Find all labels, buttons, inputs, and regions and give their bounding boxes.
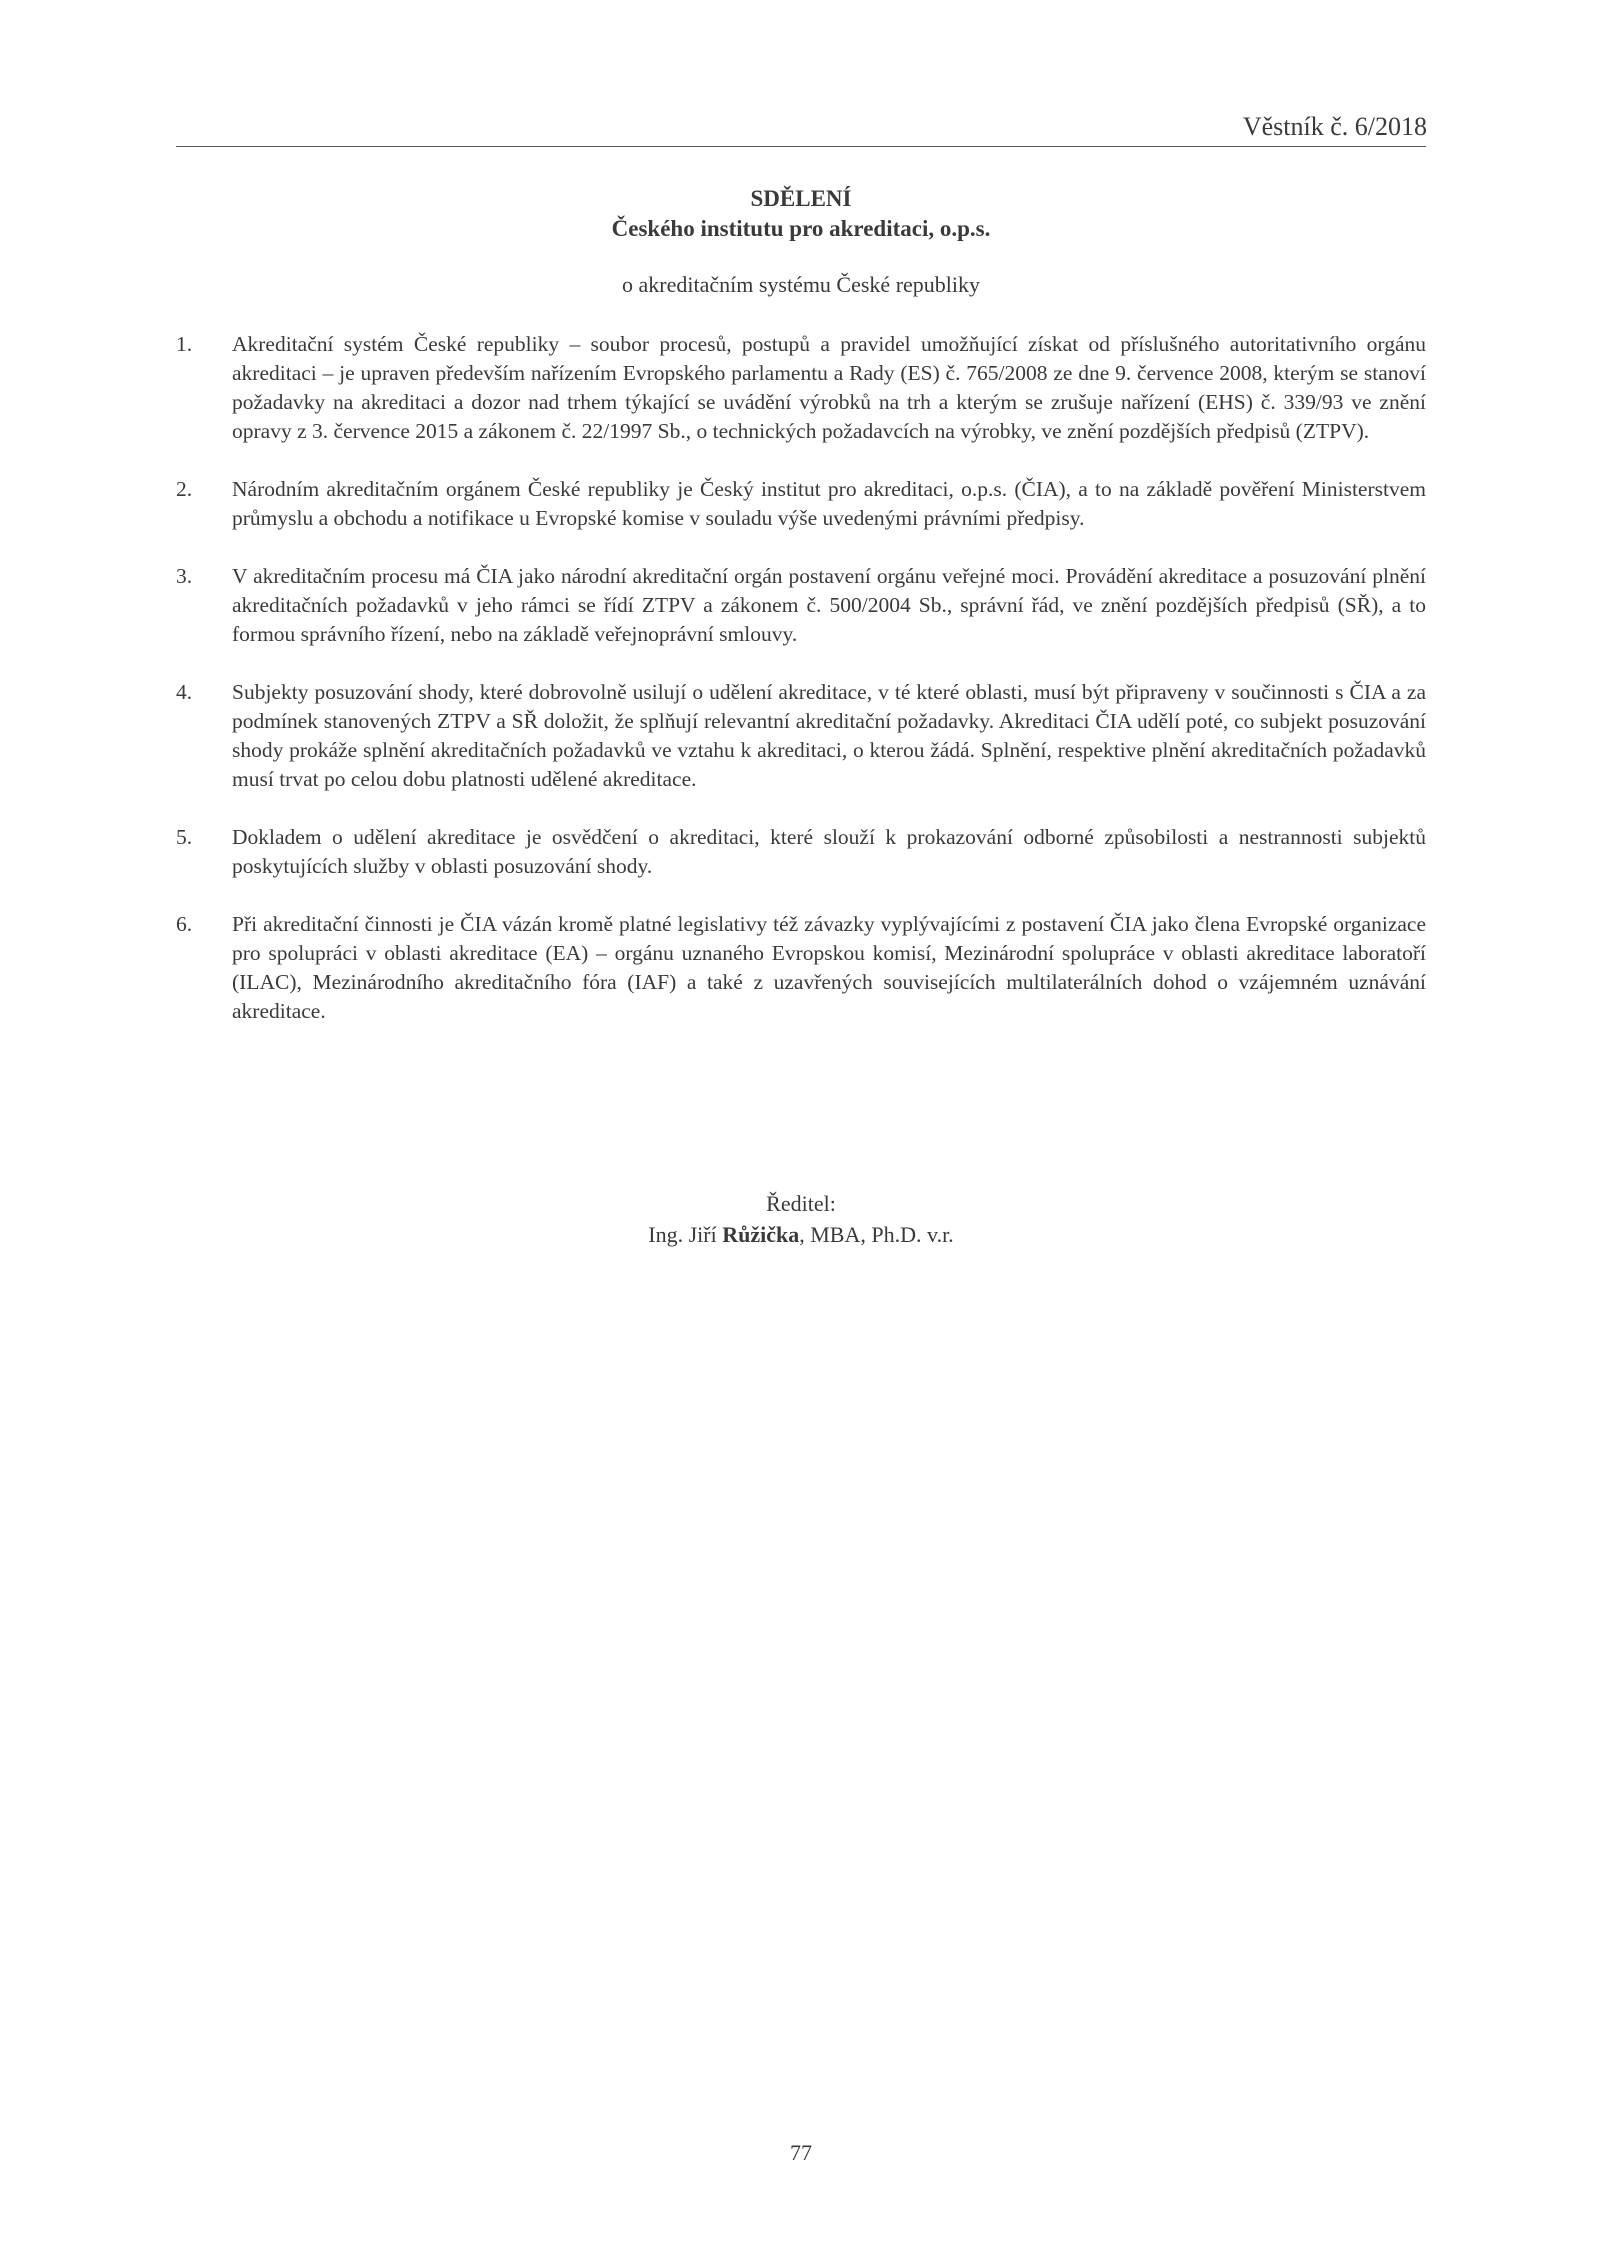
item-text: Subjekty posuzování shody, které dobrovolně usilují o udělení akreditace, v té které oblasti, musí být připraveny v součinnosti s ČIA a za podmínek stanovených ZTPV a SŘ doložit, že splňují relevantní akreditační požadavky. Akreditaci ČIA udělí poté, co subjekt posuzování shody prokáže splnění akreditačních požadavků ve vztahu k akreditaci, o kterou žádá. Splnění, respektive plnění akreditačních požadavků musí trvat po celou dobu platnosti udělené akreditace. <box>232 680 1426 791</box>
list-item <box>176 562 1426 649</box>
item-text: Národním akreditačním orgánem České republiky je Český institut pro akreditaci, o.p.s. (ČIA), a to na základě pověření Ministerstvem průmyslu a obchodu a notifikace u Evropské komise v souladu výše uvedenými právními předpisy. <box>232 477 1426 530</box>
item-number: 1. <box>176 332 193 356</box>
item-number: 5. <box>176 825 193 849</box>
signature-name-suffix: , MBA, Ph.D. v.r. <box>799 1222 954 1247</box>
notice-title: SDĚLENÍ <box>750 186 852 211</box>
notice-subtitle: Českého institutu pro akreditaci, o.p.s. <box>611 216 991 241</box>
signature-block <box>176 1188 1426 1250</box>
item-text: Při akreditační činnosti je ČIA vázán kromě platné legislativy též závazky vyplývajícími z postavení ČIA jako člena Evropské organizace pro spolupráci v oblasti akreditace (EA) – orgánu uznaného Evropskou komisí, Mezinárodní spolupráce v oblasti akreditace laboratoří (ILAC), Mezinárodního akreditačního fóra (IAF) a také z uzavřených souvisejících multilaterálních dohod o vzájemném uznávání akreditace. <box>232 912 1426 1023</box>
numbered-list <box>176 330 1426 1026</box>
item-number: 4. <box>176 680 193 704</box>
signature-role: Ředitel: <box>766 1191 836 1216</box>
list-item <box>176 330 1426 446</box>
page-number: 77 <box>790 2140 812 2165</box>
list-item <box>176 678 1426 794</box>
signature-name <box>176 1219 1426 1250</box>
item-text: V akreditačním procesu má ČIA jako národní akreditační orgán postavení orgánu veřejné moci. Provádění akreditace a posuzování plnění akreditačních požadavků v jeho rámci se řídí ZTPV a zákonem č. 500/2004 Sb., správní řád, ve znění pozdějších předpisů (SŘ), a to formou správního řízení, nebo na základě veřejnoprávní smlouvy. <box>232 564 1426 646</box>
notice-title-block <box>176 184 1426 244</box>
list-item <box>176 475 1426 533</box>
item-number: 3. <box>176 564 193 588</box>
list-item <box>176 823 1426 881</box>
item-text: Dokladem o udělení akreditace je osvědčení o akreditaci, které slouží k prokazování odborné způsobilosti a nestrannosti subjektů poskytujících služby v oblasti posuzování shody. <box>232 825 1426 878</box>
item-text: Akreditační systém České republiky – soubor procesů, postupů a pravidel umožňující získat od příslušného autoritativního orgánu akreditaci – je upraven především nařízením Evropského parlamentu a Rady (ES) č. 765/2008 ze dne 9. července 2008, kterým se stanoví požadavky na akreditaci a dozor nad trhem týkající se uvádění výrobků na trh a kterým se zrušuje nařízení (EHS) č. 339/93 ve znění opravy z 3. července 2015 a zákonem č. 22/1997 Sb., o technických požadavcích na výrobky, ve znění pozdějších předpisů (ZTPV). <box>232 332 1426 443</box>
header-rule <box>176 146 1426 147</box>
running-header: Věstník č. 6/2018 <box>1242 112 1427 141</box>
signature-surname: Růžička <box>722 1222 800 1247</box>
signature-name-prefix: Ing. Jiří <box>648 1222 723 1247</box>
notice-intro: o akreditačním systému České republiky <box>621 272 981 297</box>
item-number: 6. <box>176 912 193 936</box>
item-number: 2. <box>176 477 193 501</box>
list-item <box>176 910 1426 1026</box>
